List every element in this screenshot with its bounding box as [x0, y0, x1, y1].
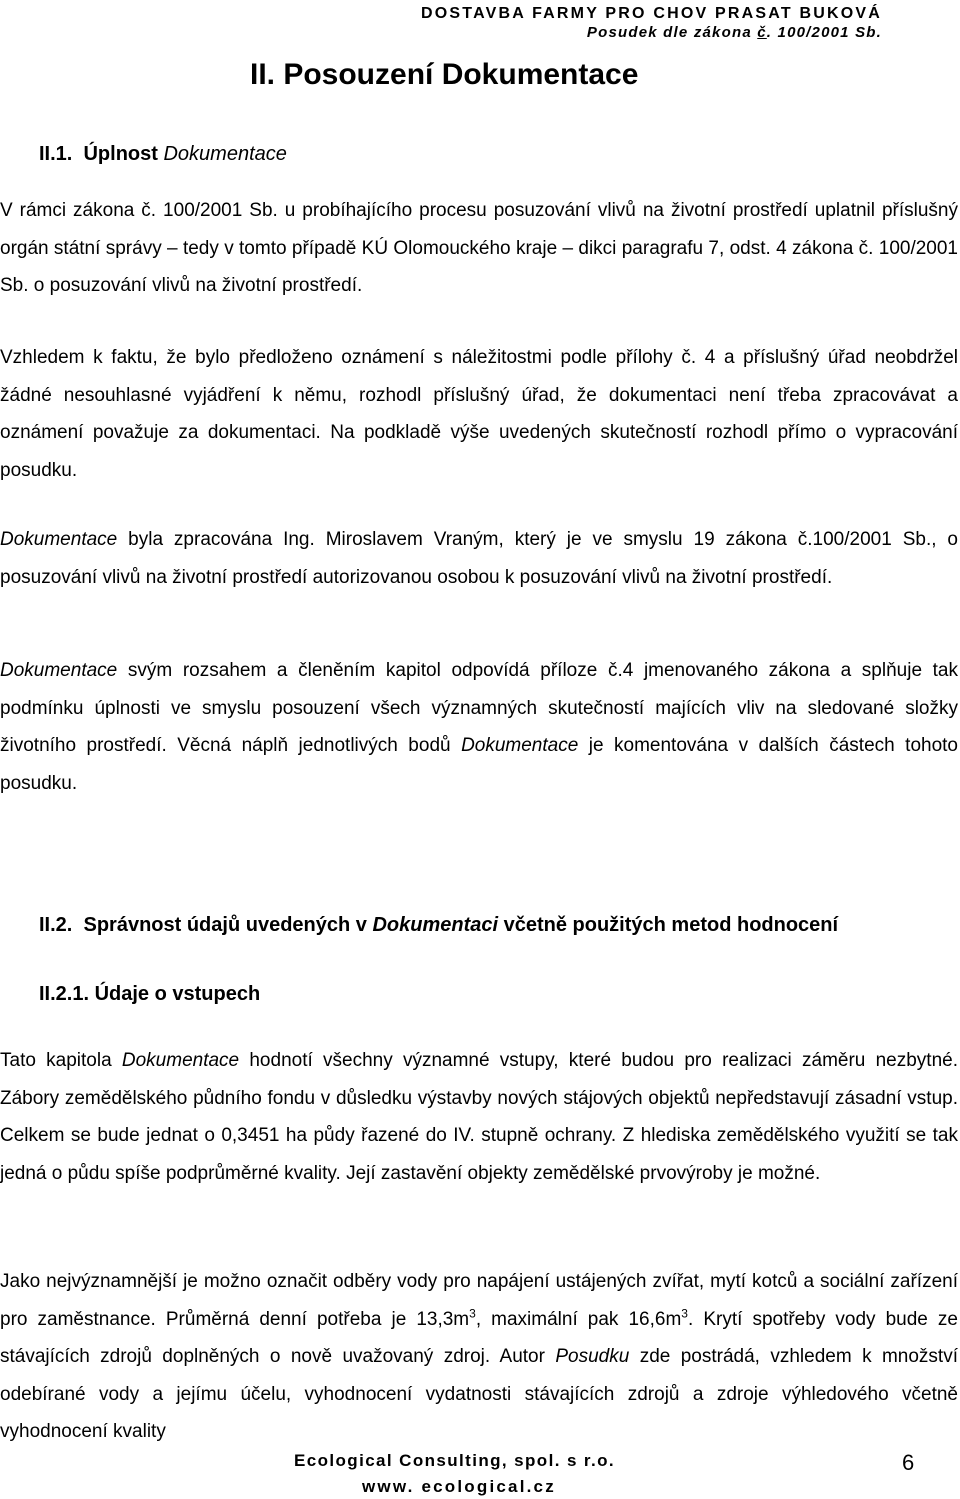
section-title-b: Dokumentaci — [372, 914, 499, 936]
page-title: II. Posouzení Dokumentace — [250, 58, 639, 91]
paragraph-3-text: byla zpracována Ing. Miroslavem Vraným, který je ve smyslu 19 zákona č.100/2001 Sb., o posuzování vlivů na životní prostředí autorizovanou osobou k posuzování vlivů na životní prostředí. — [0, 529, 958, 588]
section-heading-2-1: II.2.1. Údaje o vstupech — [39, 983, 261, 1005]
paragraph-6-text-b: , maximální pak 16,6m — [475, 1308, 682, 1330]
paragraph-6-text-c: . Krytí spotřeby vody bude ze stávajících zdrojů doplněných o nově uvažovaný zdroj. Autor — [0, 1308, 958, 1367]
doc-ref: Dokumentace — [0, 660, 118, 681]
footer-website: www. ecological.cz — [362, 1477, 556, 1496]
header-subtitle-a: Posudek dle zákona — [586, 24, 758, 41]
doc-ref: Dokumentace — [461, 735, 579, 756]
paragraph-4-text-b: je komentována v dalších částech tohoto posudku. — [0, 735, 959, 794]
paragraph-3 — [0, 521, 958, 596]
paragraph-2: Vzhledem k faktu, že bylo předloženo oznámení s náležitostmi podle přílohy č. 4 a příslušný úřad neobdržel žádné nesouhlasné vyjádření k němu, rozhodl příslušný úřad, že dokumentaci není třeba zpracovávat a oznámení považuje za dokumentaci. Na podkladě výše uvedených skutečností rozhodl přímo o vypracování posudku. — [0, 347, 958, 481]
header-project-title: DOSTAVBA FARMY PRO CHOV PRASAT BUKOVÁ — [421, 5, 882, 22]
doc-ref: Dokumentace — [121, 1050, 240, 1071]
header-subtitle-b: č — [757, 24, 767, 41]
section-title-c: včetně použitých metod hodnocení — [498, 914, 839, 936]
paragraph-5-text-b: hodnotí všechny významné vstupy, které budou pro realizaci záměru nezbytné. Zábory zemědělského půdního fondu v důsledku výstavby nových stájových objektů nepředstavují zásadní vstup. Celkem se bude jednat o 0,3451 ha půdy řazené do IV. stupně ochrany. Z hlediska zemědělského využití se tak jedná o půdu spíše podprůměrné kvality. Její zastavění objekty zemědělské prvovýroby je možné. — [0, 1050, 958, 1184]
paragraph-5-text-a: Tato kapitola — [0, 1050, 122, 1071]
section-heading-1 — [39, 141, 287, 167]
superscript: 3 — [469, 1306, 476, 1321]
section-number: II.2. — [39, 914, 73, 936]
section-number: II.1. — [39, 143, 73, 165]
footer-company: Ecological Consulting, spol. s r.o. — [294, 1451, 616, 1470]
paragraph-5 — [0, 1042, 958, 1192]
doc-ref: Dokumentace — [0, 529, 118, 550]
section-title-a: Úplnost — [83, 143, 164, 165]
section-heading-2 — [39, 912, 838, 938]
paragraph-4 — [0, 652, 958, 802]
page-number: 6 — [902, 1450, 915, 1475]
paragraph-6-text-a: Jako nejvýznamnější je možno označit odběry vody pro napájení ustájených zvířat, mytí kotců a sociální zařízení pro zaměstnance. Průměrná denní potřeba je 13,3m — [0, 1271, 958, 1330]
section-title-a: Správnost údajů uvedených v — [83, 914, 373, 936]
page-header — [421, 4, 882, 42]
paragraph-4-text-a: svým rozsahem a členěním kapitol odpovídá příloze č.4 jmenovaného zákona a splňuje tak podmínku úplnosti ve smyslu posouzení všech významných skutečností majících vliv na sledované složky životního prostředí. Věcná náplň jednotlivých bodů — [0, 660, 958, 756]
paragraph-6-text-d: zde postrádá, vzhledem k množství odebírané vody a jejímu účelu, vyhodnocení vydatnosti stávajících zdrojů a zdroje výhledového včetně vyhodnocení kvality — [0, 1346, 958, 1442]
superscript: 3 — [681, 1306, 688, 1321]
header-subtitle — [421, 24, 882, 42]
section-title-b: Dokumentace — [163, 143, 287, 165]
paragraph-1: V rámci zákona č. 100/2001 Sb. u probíhajícího procesu posuzování vlivů na životní prostředí uplatnil příslušný orgán státní správy – tedy v tomto případě KÚ Olomouckého kraje – dikci paragrafu 7, odst. 4 zákona č. 100/2001 Sb. o posuzování vlivů na životní prostředí. — [0, 200, 958, 296]
paragraph-6 — [0, 1263, 958, 1451]
posudek-ref: Posudku — [555, 1346, 630, 1367]
header-subtitle-c: . 100/2001 Sb. — [766, 24, 882, 41]
